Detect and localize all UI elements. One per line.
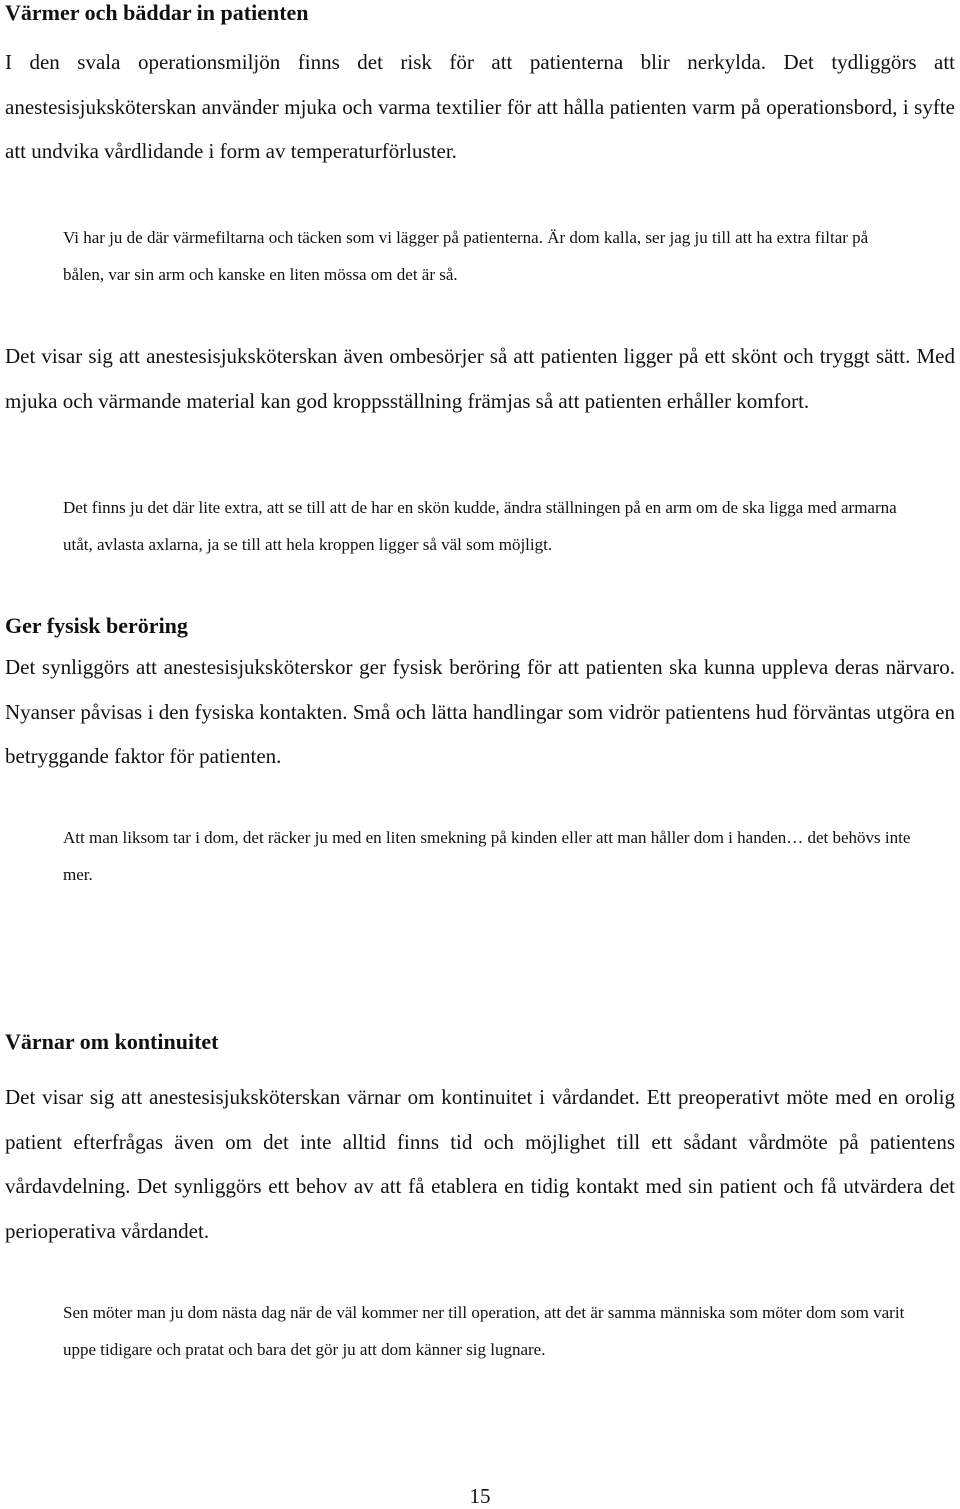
section-heading-continuity: Värnar om kontinuitet xyxy=(5,1029,219,1054)
interview-quote-continuity: Sen möter man ju dom nästa dag när de väl kommer ner till operation, att det är samma människa som möter dom som varit uppe tidigare och pratat och bara det gör ju att dom känner sig lugnare. xyxy=(63,1303,905,1359)
body-paragraph-warming: I den svala operationsmiljön finns det risk för att patienterna blir nerkylda. Det tydliggörs att anestesisjuksköterskan använder mjuka och varma textilier för att hålla patienten varm på operationsbord, i syfte att undvika vårdlidande i form av temperaturförluster. xyxy=(5,50,955,163)
body-paragraph-touch: Det synliggörs att anestesisjuksköterskor ger fysisk beröring för att patienten ska kunna uppleva deras närvaro. Nyanser påvisas i den fysiska kontakten. Små och lätta handlingar som vidrör patientens hud förväntas utgöra en betryggande faktor för patienten. xyxy=(5,655,955,768)
body-paragraph-continuity: Det visar sig att anestesisjuksköterskan värnar om kontinuitet i vårdandet. Ett preoperativt möte med en orolig patient efterfrågas även om det inte alltid finns tid och möjlighet till ett sådant vårdmöte på patientens vårdavdelning. Det synliggörs ett behov av att få etablera en tidig kontakt med sin patient och få utvärdera det perioperativa vårdandet. xyxy=(5,1085,955,1243)
interview-quote-warming: Vi har ju de där värmefiltarna och täcken som vi lägger på patienterna. Är dom kalla, ser jag ju till att ha extra filtar på bålen, var sin arm och kanske en liten mössa om det är så. xyxy=(63,228,869,284)
body-paragraph-comfort: Det visar sig att anestesisjuksköterskan även ombesörjer så att patienten ligger på ett skönt och tryggt sätt. Med mjuka och värmande material kan god kroppsställning främjas så att patienten erhåller komfort. xyxy=(5,344,955,413)
section-heading-warming: Värmer och bäddar in patienten xyxy=(5,0,309,25)
section-heading-touch: Ger fysisk beröring xyxy=(5,613,188,638)
page-number: 15 xyxy=(469,1484,491,1508)
interview-quote-touch: Att man liksom tar i dom, det räcker ju med en liten smekning på kinden eller att man håller dom i handen… det behövs inte mer. xyxy=(63,828,911,884)
interview-quote-comfort: Det finns ju det där lite extra, att se till att de har en skön kudde, ändra ställningen på en arm om de ska ligga med armarna utåt, avlasta axlarna, ja se till att hela kroppen ligger så väl som möjligt. xyxy=(63,498,897,554)
